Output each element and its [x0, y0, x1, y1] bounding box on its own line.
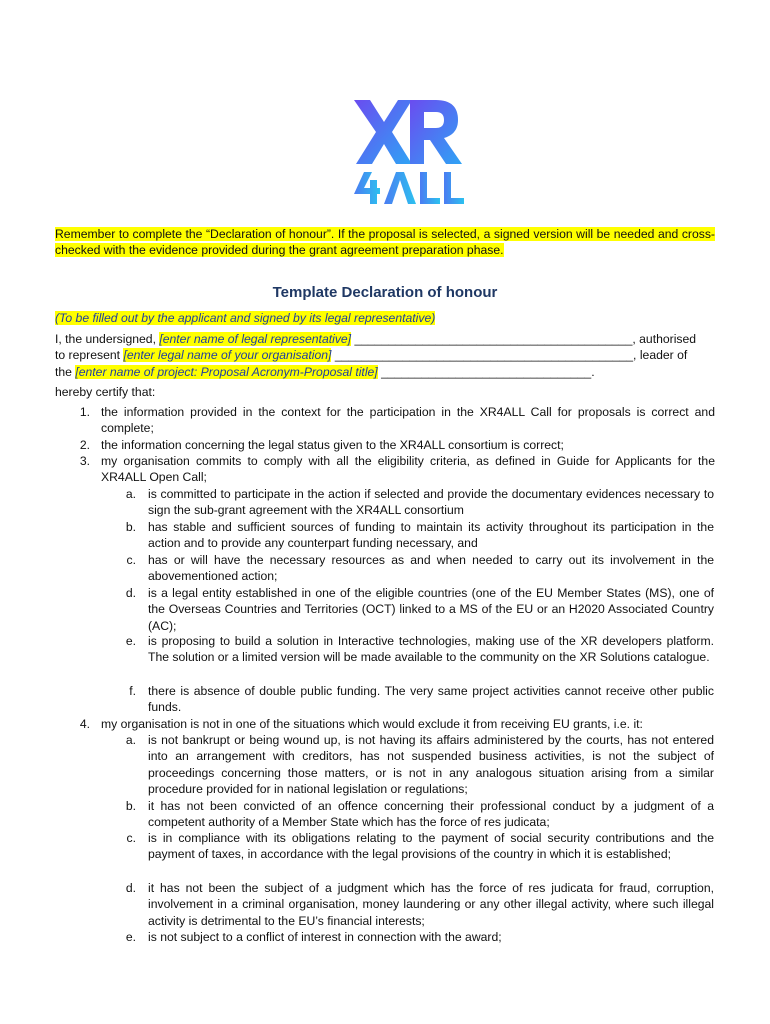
declaration-line-3 — [55, 364, 715, 380]
list-item-3-text: my organisation commits to comply with all the eligibility criteria, as defined in Guide for Applicants for the XR4ALL Open Call; — [101, 454, 715, 485]
subitem-4e-marker: e. — [125, 930, 136, 944]
list-item-1-marker: 1. — [79, 405, 90, 419]
notice-text: Remember to complete the “Declaration of honour”. If the proposal is selected, a signed version will be needed and cross-checked with the evidence provided during the grant agreement preparation phase. — [55, 227, 715, 258]
subitem-4d-marker: d. — [125, 881, 136, 895]
list-item-4-text: my organisation is not in one of the situations which would exclude it from receiving EU grants, i.e. it: — [101, 717, 643, 731]
subitem-3c-marker: c. — [126, 553, 136, 567]
subitem-3a-text: is committed to participate in the action if selected and provide the documentary evidences necessary to sign the sub-grant agreement with the XR4ALL consortium — [148, 487, 714, 518]
list-item-4-marker: 4. — [79, 717, 90, 731]
declaration-line-2 — [55, 347, 715, 363]
subitem-4e-text: is not subject to a conflict of interest in connection with the award; — [148, 930, 502, 944]
decl-text: I, the undersigned, — [55, 332, 160, 346]
xr4all-logo — [350, 98, 466, 206]
subitem-4a-marker: a. — [125, 733, 136, 747]
subitem-3d-text: is a legal entity established in one of the eligible countries (one of the EU Member States (MS), one of the Overseas Countries and Territories (OCT) linked to a MS of the EU or an H2020 Associated Country (AC); — [148, 586, 714, 633]
organisation-name-field[interactable]: [enter legal name of your organisation] — [123, 348, 332, 362]
list-item-1-text: the information provided in the context for the participation in the XR4ALL Call for proposals is correct and complete; — [101, 405, 715, 436]
project-name-field[interactable]: [enter name of project: Proposal Acronym-Proposal title] — [75, 365, 378, 379]
subitem-4c-marker: c. — [126, 831, 136, 845]
subitem-3d-marker: d. — [125, 586, 136, 600]
list-item-3-marker: 3. — [79, 454, 90, 468]
list-item-2-marker: 2. — [79, 438, 90, 452]
subitem-3b-text: has stable and sufficient sources of funding to maintain its activity throughout its participation in the action and to provide any counterpart funding necessary, and — [148, 520, 714, 551]
list-item-2-text: the information concerning the legal status given to the XR4ALL consortium is correct; — [101, 438, 564, 452]
decl-text: ____________________________________________, leader of — [331, 348, 688, 362]
page-title: Template Declaration of honour — [272, 284, 498, 301]
subitem-3c-text: has or will have the necessary resources as and when needed to carry out its involvement in the abovementioned action; — [148, 553, 714, 584]
subitem-4b-text: it has not been convicted of an offence concerning their professional conduct by a judgment of a competent authority of a Member State which has the force of res judicata; — [148, 799, 714, 830]
certify-line: hereby certify that: — [55, 385, 156, 399]
decl-text: the — [55, 365, 76, 379]
subitem-3a-marker: a. — [125, 487, 136, 501]
decl-text: _______________________________. — [377, 365, 595, 379]
legal-representative-field[interactable]: [enter name of legal representative] — [159, 332, 352, 346]
decl-text: to represent — [55, 348, 124, 362]
subitem-4a-text: is not bankrupt or being wound up, is not having its affairs administered by the courts, has not entered into an arrangement with creditors, has not suspended business activities, is not the subject of proceedings concerning those matters, or is not in any analogous situation arising from a similar procedure provided for in national legislation or regulations; — [148, 733, 714, 797]
subitem-4c-text: is in compliance with its obligations relating to the payment of social security contributions and the payment of taxes, in accordance with the legal provisions of the country in which it is established; — [148, 831, 714, 862]
notice-paragraph — [55, 226, 715, 259]
subitem-3f-marker: f. — [129, 684, 136, 698]
subitem-4d-text: it has not been the subject of a judgment which has the force of res judicata for fraud, corruption, involvement in a criminal organisation, money laundering or any other illegal activity, where such illegal activity is detrimental to the EU’s financial interests; — [148, 881, 714, 928]
declaration-line-1 — [55, 331, 715, 347]
subitem-3b-marker: b. — [125, 520, 136, 534]
subitem-3e-marker: e. — [125, 634, 136, 648]
subitem-3e-text: is proposing to build a solution in Interactive technologies, making use of the XR developers platform. The solution or a limited version will be made available to the community on the XR Solutions catalogue. — [148, 634, 714, 665]
subitem-4b-marker: b. — [125, 799, 136, 813]
decl-text: _________________________________________, authorised — [351, 332, 697, 346]
subtitle — [55, 311, 435, 325]
subtitle-text: (To be filled out by the applicant and signed by its legal representative) — [55, 311, 436, 325]
subitem-3f-text: there is absence of double public funding. The very same project activities cannot receive other public funds. — [148, 684, 714, 715]
